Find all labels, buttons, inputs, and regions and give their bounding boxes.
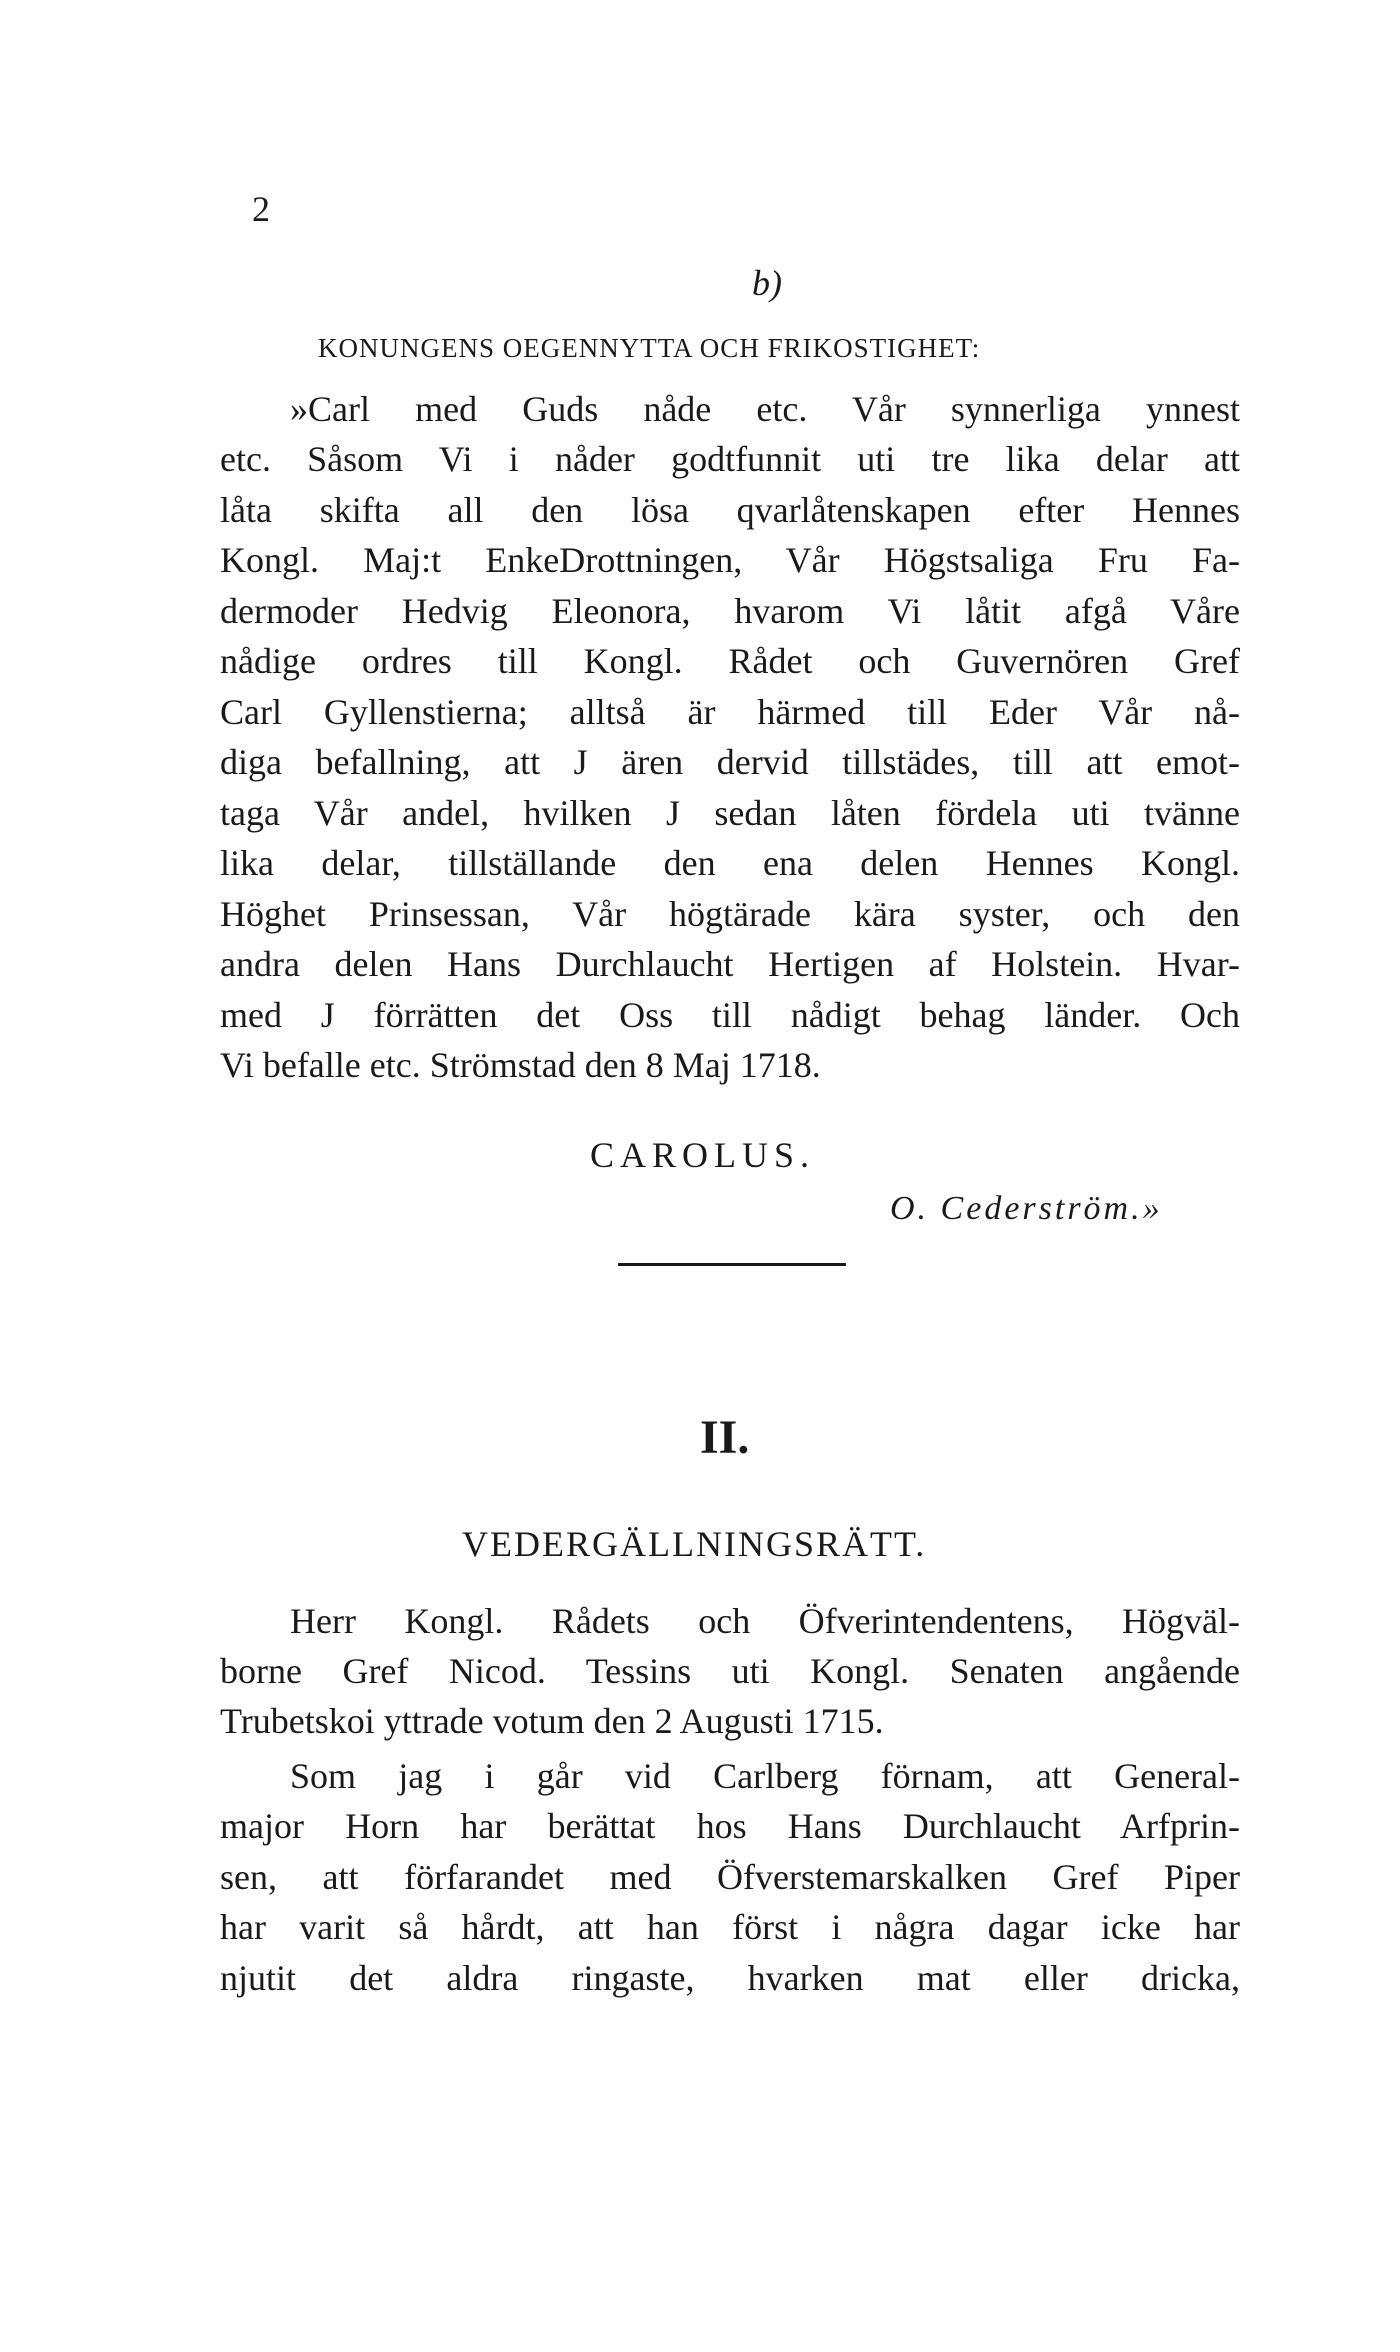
- text-line: »Carl med Guds nåde etc. Vår synnerliga ynnest: [290, 389, 1240, 429]
- page-number: 2: [252, 189, 270, 229]
- royal-signature: CAROLUS.: [590, 1135, 816, 1175]
- section-letter: b): [752, 263, 782, 303]
- text-line: Kongl. Maj:t EnkeDrottningen, Vår Högstsaliga Fru Fa-: [220, 540, 1240, 580]
- text-line: taga Vår andel, hvilken J sedan låten fördela uti tvänne: [220, 793, 1240, 833]
- text-line: andra delen Hans Durchlaucht Hertigen af Holstein. Hvar-: [220, 944, 1240, 984]
- text-line: lika delar, tillställande den ena delen Hennes Kongl.: [220, 843, 1240, 883]
- text-line: nådige ordres till Kongl. Rådet och Guvernören Gref: [220, 641, 1240, 681]
- text-line: Herr Kongl. Rådets och Öfverintendentens, Högväl-: [290, 1601, 1240, 1641]
- text-line: Vi befalle etc. Strömstad den 8 Maj 1718.: [220, 1045, 821, 1085]
- text-line: diga befallning, att J ären dervid tillstädes, till att emot-: [220, 742, 1240, 782]
- text-line: låta skifta all den lösa qvarlåtenskapen efter Hennes: [220, 490, 1240, 530]
- text-line: Trubetskoi yttrade votum den 2 Augusti 1715.: [220, 1701, 884, 1741]
- text-line: med J förrätten det Oss till nådigt behag länder. Och: [220, 995, 1240, 1035]
- text-line: har varit så hårdt, att han först i några dagar icke har: [220, 1907, 1240, 1947]
- text-line: major Horn har berättat hos Hans Durchlaucht Arfprin-: [220, 1806, 1240, 1846]
- text-line: Höghet Prinsessan, Vår högtärade kära syster, och den: [220, 894, 1240, 934]
- text-line: Carl Gyllenstierna; alltså är härmed till Eder Vår nå-: [220, 692, 1240, 732]
- letter-heading: KONUNGENS OEGENNYTTA OCH FRIKOSTIGHET:: [318, 333, 981, 363]
- text-line: dermoder Hedvig Eleonora, hvarom Vi låtit afgå Våre: [220, 591, 1240, 631]
- text-line: Som jag i går vid Carlberg förnam, att General-: [290, 1756, 1240, 1796]
- chapter-title: VEDERGÄLLNINGSRÄTT.: [462, 1524, 927, 1564]
- text-line: sen, att förfarandet med Öfverstemarskalken Gref Piper: [220, 1857, 1240, 1897]
- countersignature: O. Cederström.»: [890, 1190, 1163, 1227]
- text-line: borne Gref Nicod. Tessins uti Kongl. Senaten angående: [220, 1651, 1240, 1691]
- section-divider: [618, 1263, 846, 1266]
- text-line: etc. Såsom Vi i nåder godtfunnit uti tre lika delar att: [220, 439, 1240, 479]
- chapter-number: II.: [700, 1411, 750, 1464]
- text-line: njutit det aldra ringaste, hvarken mat eller dricka,: [220, 1958, 1240, 1998]
